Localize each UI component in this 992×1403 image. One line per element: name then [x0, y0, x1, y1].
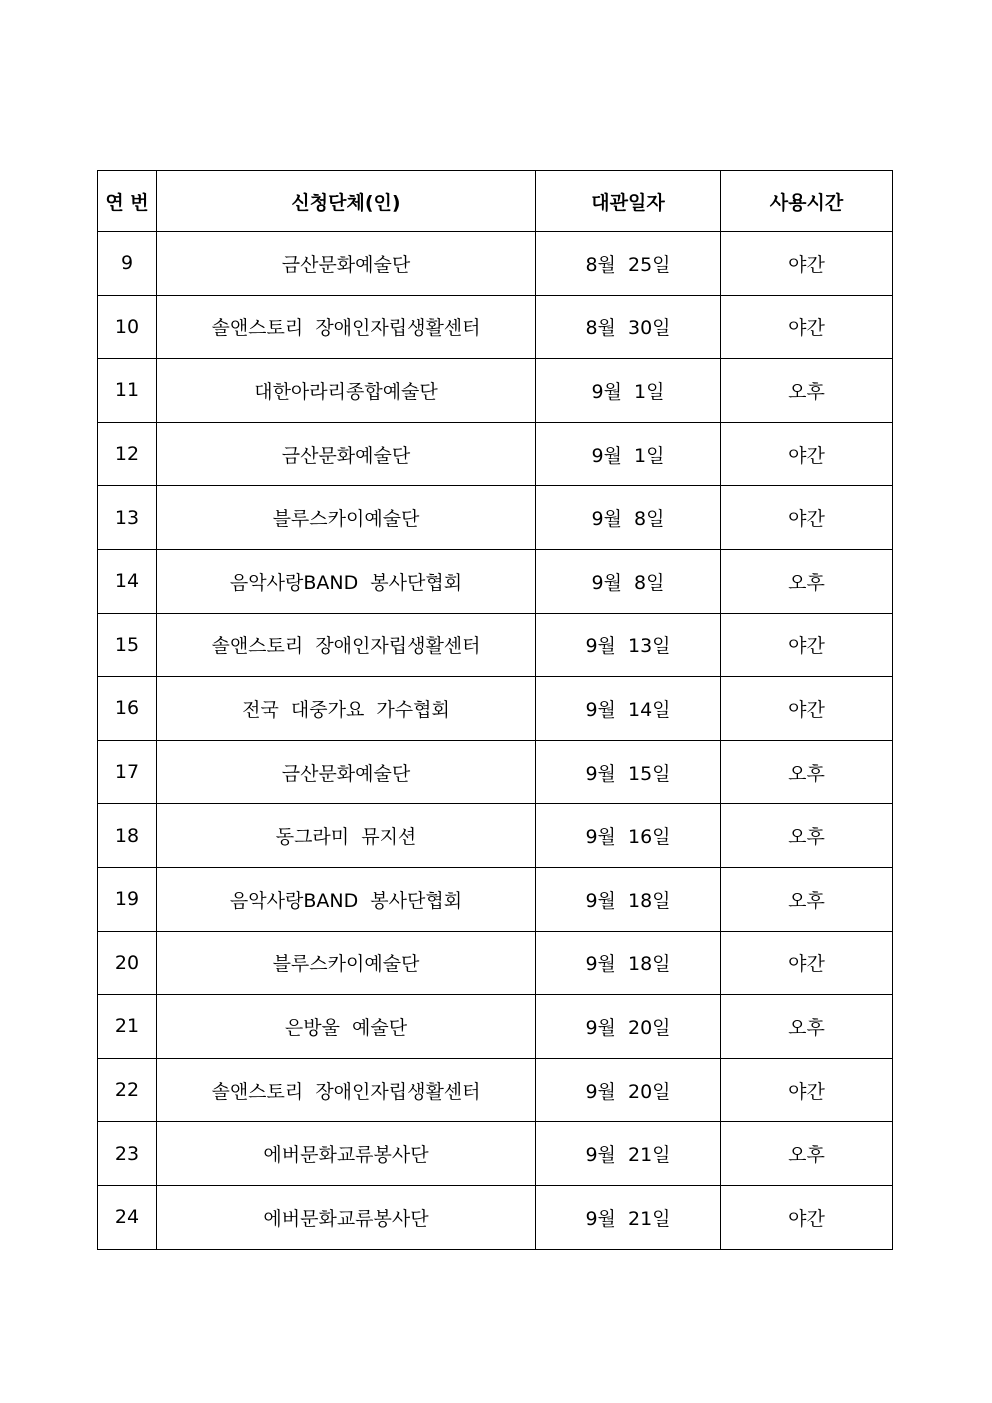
cell-number: 21 [98, 995, 157, 1059]
cell-usage-time: 야간 [721, 677, 893, 741]
cell-number: 16 [98, 677, 157, 741]
header-usage-time: 사용시간 [721, 171, 893, 232]
table-row [98, 295, 893, 359]
cell-usage-time: 오후 [721, 549, 893, 613]
header-rental-date: 대관일자 [536, 171, 721, 232]
cell-usage-time: 오후 [721, 867, 893, 931]
cell-organization: 음악사랑BAND 봉사단협회 [157, 549, 536, 613]
cell-usage-time: 오후 [721, 995, 893, 1059]
cell-usage-time: 야간 [721, 422, 893, 486]
table-row [98, 804, 893, 868]
cell-usage-time: 야간 [721, 1058, 893, 1122]
cell-organization: 금산문화예술단 [157, 232, 536, 296]
cell-organization: 금산문화예술단 [157, 740, 536, 804]
table-row [98, 232, 893, 296]
cell-number: 15 [98, 613, 157, 677]
table-row [98, 359, 893, 423]
cell-organization: 에버문화교류봉사단 [157, 1185, 536, 1249]
cell-number: 10 [98, 295, 157, 359]
cell-organization: 솔앤스토리 장애인자립생활센터 [157, 613, 536, 677]
header-number: 연 번 [98, 171, 157, 232]
cell-usage-time: 오후 [721, 1122, 893, 1186]
cell-number: 19 [98, 867, 157, 931]
rental-schedule-table [97, 170, 893, 1250]
table-row [98, 549, 893, 613]
cell-rental-date: 9월 18일 [536, 867, 721, 931]
cell-usage-time: 야간 [721, 295, 893, 359]
cell-rental-date: 9월 13일 [536, 613, 721, 677]
cell-number: 24 [98, 1185, 157, 1249]
cell-rental-date: 9월 8일 [536, 549, 721, 613]
header-row [98, 171, 893, 232]
table-row [98, 740, 893, 804]
cell-number: 11 [98, 359, 157, 423]
cell-rental-date: 9월 20일 [536, 995, 721, 1059]
table-row [98, 677, 893, 741]
cell-number: 17 [98, 740, 157, 804]
cell-organization: 솔앤스토리 장애인자립생활센터 [157, 1058, 536, 1122]
table-row [98, 486, 893, 550]
cell-number: 13 [98, 486, 157, 550]
cell-number: 20 [98, 931, 157, 995]
cell-number: 23 [98, 1122, 157, 1186]
cell-rental-date: 9월 8일 [536, 486, 721, 550]
cell-rental-date: 8월 30일 [536, 295, 721, 359]
cell-organization: 음악사랑BAND 봉사단협회 [157, 867, 536, 931]
cell-organization: 동그라미 뮤지션 [157, 804, 536, 868]
cell-usage-time: 야간 [721, 1185, 893, 1249]
header-organization: 신청단체(인) [157, 171, 536, 232]
cell-number: 12 [98, 422, 157, 486]
cell-usage-time: 오후 [721, 804, 893, 868]
cell-organization: 블루스카이예술단 [157, 486, 536, 550]
table-row [98, 613, 893, 677]
cell-organization: 전국 대중가요 가수협회 [157, 677, 536, 741]
cell-rental-date: 9월 1일 [536, 359, 721, 423]
cell-organization: 블루스카이예술단 [157, 931, 536, 995]
cell-organization: 솔앤스토리 장애인자립생활센터 [157, 295, 536, 359]
cell-rental-date: 8월 25일 [536, 232, 721, 296]
cell-organization: 금산문화예술단 [157, 422, 536, 486]
cell-organization: 에버문화교류봉사단 [157, 1122, 536, 1186]
table-row [98, 867, 893, 931]
cell-usage-time: 오후 [721, 740, 893, 804]
cell-rental-date: 9월 20일 [536, 1058, 721, 1122]
cell-organization: 대한아라리종합예술단 [157, 359, 536, 423]
cell-rental-date: 9월 1일 [536, 422, 721, 486]
table-body [98, 232, 893, 1250]
table-row [98, 422, 893, 486]
table-row [98, 1122, 893, 1186]
cell-number: 9 [98, 232, 157, 296]
table-row [98, 995, 893, 1059]
cell-rental-date: 9월 15일 [536, 740, 721, 804]
table-row [98, 1185, 893, 1249]
table-row [98, 1058, 893, 1122]
cell-rental-date: 9월 18일 [536, 931, 721, 995]
cell-usage-time: 오후 [721, 359, 893, 423]
table-row [98, 931, 893, 995]
cell-usage-time: 야간 [721, 931, 893, 995]
cell-number: 22 [98, 1058, 157, 1122]
table-header [98, 171, 893, 232]
cell-rental-date: 9월 21일 [536, 1122, 721, 1186]
cell-usage-time: 야간 [721, 613, 893, 677]
cell-usage-time: 야간 [721, 486, 893, 550]
cell-organization: 은방울 예술단 [157, 995, 536, 1059]
cell-rental-date: 9월 14일 [536, 677, 721, 741]
cell-number: 14 [98, 549, 157, 613]
cell-number: 18 [98, 804, 157, 868]
cell-rental-date: 9월 21일 [536, 1185, 721, 1249]
cell-usage-time: 야간 [721, 232, 893, 296]
cell-rental-date: 9월 16일 [536, 804, 721, 868]
